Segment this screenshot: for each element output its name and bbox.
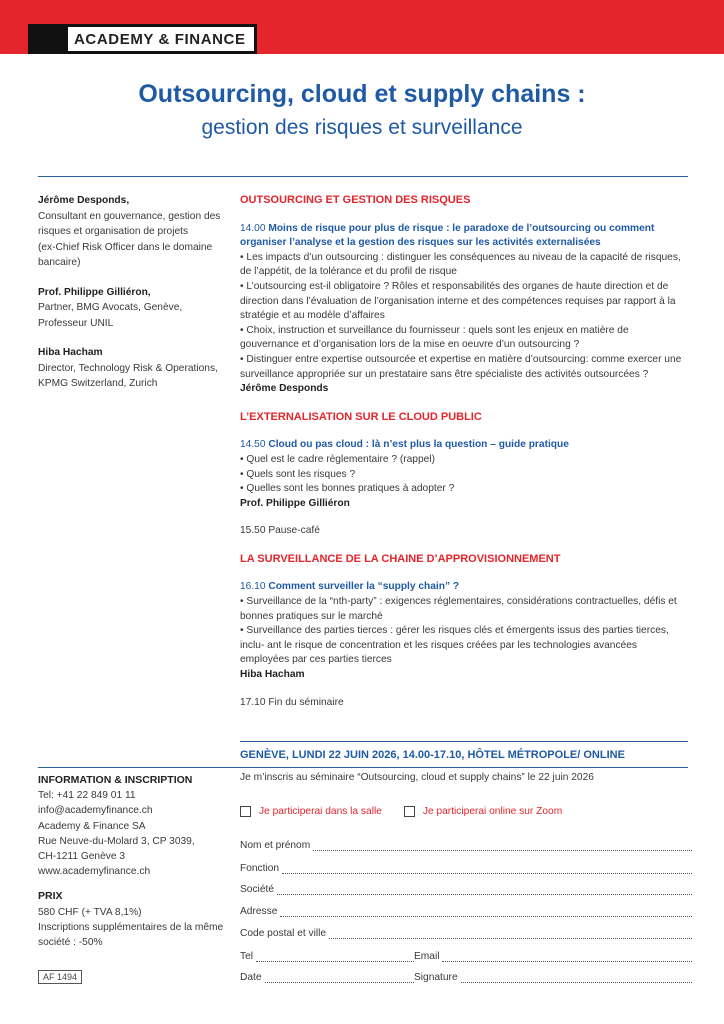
field-label: Tel [240, 951, 254, 962]
room-checkbox[interactable] [240, 806, 251, 817]
bullet: • L’outsourcing est-il obligatoire ? Rôles et responsabilités des organes de haute direction et de direction dans l’évaluation de l’organisation interne et des compétences requises par rapport à la stratégie et au modèle d’affaires [240, 280, 676, 322]
room-option-label: Je participerai dans la salle [259, 806, 382, 817]
talk-title [240, 222, 688, 251]
field-label: Société [240, 884, 274, 895]
talk-time: 16.10 [240, 581, 266, 593]
speaker-3 [38, 345, 228, 392]
speaker-line: KPMG Switzerland, Zurich [38, 378, 158, 389]
talk-title [240, 580, 688, 595]
speaker-line: (ex-Chief Risk Officer dans le domaine [38, 241, 213, 253]
price-heading: PRIX [38, 890, 63, 903]
page-title: Outsourcing, cloud et supply chains : [138, 80, 586, 108]
section-heading: LA SURVEILLANCE DE LA CHAINE D’APPROVISIONNEMENT [240, 552, 561, 565]
brand-logo [28, 24, 257, 54]
break-line: 15.50 Pause-café [240, 525, 320, 537]
talk-title [240, 438, 688, 453]
logo-frame [68, 24, 257, 54]
info-column [38, 773, 233, 950]
field-line[interactable] [461, 972, 692, 983]
bullet: • Les impacts d’un outsourcing : distinguer les conséquences au niveau de la capacité de risques, de l’appétit, de la tolérance et du profil de risque [240, 251, 681, 278]
talk-speaker: Hiba Hacham [240, 669, 305, 681]
speaker-line: Director, Technology Risk & Operations, [38, 362, 218, 374]
field-label: Nom et prénom [240, 840, 311, 851]
speaker-line: bancaire) [38, 257, 81, 268]
date-signature-row [240, 972, 692, 983]
bullet: • Choix, instruction et surveillance du fournisseur : quels sont les enjeux en matière de gouvernance et d’organisation lors de la mise en oeuvre d’un outsourcing ? [240, 324, 629, 351]
field-line[interactable] [442, 951, 692, 962]
field-line[interactable] [256, 951, 414, 962]
field-line[interactable] [329, 928, 692, 939]
field-line[interactable] [280, 906, 692, 917]
speaker-line: Consultant en gouvernance, gestion des [38, 210, 221, 222]
event-divider-top [240, 741, 688, 742]
info-line: Rue Neuve-du-Molard 3, CP 3039, [38, 835, 195, 847]
talk-title-text: Moins de risque pour plus de risque : le paradoxe de l’outsourcing ou comment organiser l’analyse et la gestion des risques sur les activités externalisées [240, 222, 655, 249]
company-field[interactable] [240, 884, 692, 895]
program-column [240, 193, 688, 723]
reference-code: AF 1494 [38, 970, 82, 984]
field-line[interactable] [277, 884, 692, 895]
postal-city-field[interactable] [240, 928, 692, 939]
info-heading: INFORMATION & INSCRIPTION [38, 774, 193, 786]
page-subtitle: gestion des risques et surveillance [201, 116, 523, 139]
info-line: Tel: +41 22 849 01 11 [38, 790, 136, 802]
field-line[interactable] [313, 840, 692, 851]
tel-field[interactable] [240, 951, 414, 962]
talk-time: 14.50 [240, 439, 266, 451]
info-line: www.academyfinance.ch [38, 866, 151, 878]
field-label: Fonction [240, 863, 280, 874]
speaker-2 [38, 285, 228, 332]
section-heading: OUTSOURCING ET GESTION DES RISQUES [240, 194, 471, 206]
program-block-3 [240, 580, 688, 682]
online-option-label: Je participerai online sur Zoom [422, 806, 563, 817]
speaker-name: Jérôme Desponds, [38, 195, 130, 206]
talk-speaker: Prof. Philippe Gilliéron [240, 497, 350, 509]
speaker-1 [38, 193, 228, 271]
talk-speaker: Jérôme Desponds [240, 383, 329, 395]
talk-title-text: Comment surveiller la “supply chain” ? [268, 581, 460, 593]
speaker-line: risques et organisation de projets [38, 226, 189, 237]
bullet: • Quel est le cadre règlementaire ? (rappel) [240, 453, 435, 465]
function-field[interactable] [240, 863, 692, 874]
field-line[interactable] [265, 972, 414, 983]
logo-block [28, 24, 72, 54]
field-label: Code postal et ville [240, 928, 327, 939]
speaker-name: Prof. Philippe Gilliéron, [38, 286, 151, 298]
talk-title-text: Cloud ou pas cloud : là n’est plus la question – guide pratique [268, 439, 569, 451]
event-line: GENÈVE, LUNDI 22 JUIN 2026, 14.00-17.10, HÔTEL MÉTROPOLE/ ONLINE [240, 749, 625, 761]
speakers-column [38, 193, 228, 406]
speaker-line: Professeur UNIL [38, 317, 114, 329]
talk-time: 14.00 [240, 222, 266, 234]
info-line: Academy & Finance SA [38, 820, 146, 832]
header-divider [38, 176, 688, 177]
bullet: • Quels sont les risques ? [240, 468, 356, 480]
field-label: Adresse [240, 906, 278, 917]
bullet: • Surveillance des parties tierces : gérer les risques clés et émergents issus des parties tierces, inclu- ant le risque de concentration et les risques créées par les technologies avancées employées par ces parties tierces [240, 625, 669, 666]
price-line: Inscriptions supplémentaires de la même [38, 921, 224, 933]
bullet: • Distinguer entre expertise outsourcée et expertise en matière d’outsourcing: comme exercer une surveillance appropriée sur un prestataire sans être spécialiste des activités outsourcées ? [240, 353, 682, 380]
field-line[interactable] [282, 863, 692, 874]
speaker-name: Hiba Hacham [38, 347, 103, 358]
tel-email-row [240, 951, 692, 962]
address-field[interactable] [240, 906, 692, 917]
section-heading: L’EXTERNALISATION SUR LE CLOUD PUBLIC [240, 410, 482, 423]
price-line: 580 CHF (+ TVA 8,1%) [38, 906, 142, 918]
bullet: • Quelles sont les bonnes pratiques à adopter ? [240, 483, 455, 495]
name-field[interactable] [240, 840, 692, 851]
field-label: Signature [414, 972, 458, 983]
end-line: 17.10 Fin du séminaire [240, 696, 344, 708]
email-field[interactable] [414, 951, 692, 962]
field-label: Date [240, 972, 262, 983]
participation-options [240, 806, 562, 817]
price-line: société : -50% [38, 937, 103, 949]
program-block-1 [240, 222, 688, 397]
field-label: Email [414, 951, 440, 962]
event-divider-bottom [38, 767, 688, 768]
online-checkbox[interactable] [404, 806, 415, 817]
signature-field[interactable] [414, 972, 692, 983]
brand-name: ACADEMY & FINANCE [74, 30, 246, 48]
bullet: • Surveillance de la “nth-party” : exigences réglementaires, considérations contractuelles, défis et bonnes pratiques sur le marché [240, 596, 677, 622]
info-line: info@academyfinance.ch [38, 805, 153, 817]
info-line: CH-1211 Genève 3 [38, 851, 126, 863]
form-intro: Je m’inscris au séminaire “Outsourcing, cloud et supply chains” le 22 juin 2026 [240, 772, 594, 783]
date-field[interactable] [240, 972, 414, 983]
program-block-2 [240, 438, 688, 511]
speaker-line: Partner, BMG Avocats, Genève, [38, 302, 183, 313]
